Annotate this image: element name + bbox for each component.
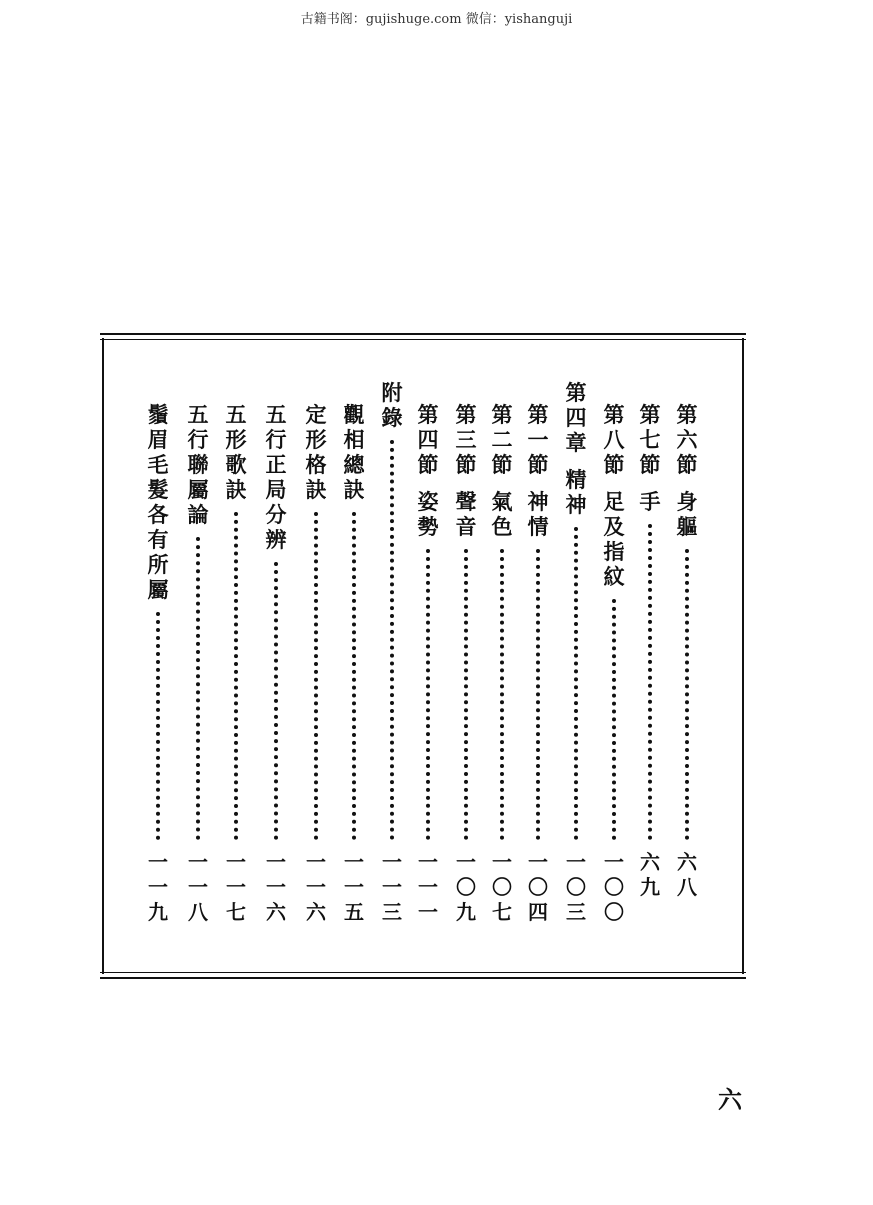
toc-entry-title: 第 七 節 手 xyxy=(639,402,661,514)
toc-entry xyxy=(378,380,406,924)
toc-entry xyxy=(488,402,516,932)
toc-entry-page: 一 〇 四 xyxy=(528,850,548,924)
toc-entry-page: 一 一 九 xyxy=(148,850,168,924)
toc-entry-page: 一 一 六 xyxy=(266,850,286,924)
frame-bottom-outer-line xyxy=(100,977,746,979)
toc-entry xyxy=(600,402,628,932)
toc-entry-page: 一 〇 七 xyxy=(492,850,512,924)
toc-entry-page: 一 一 一 xyxy=(418,850,438,924)
toc-entry-title: 附 錄 xyxy=(381,380,403,430)
toc-entry-page: 六 九 xyxy=(640,850,660,899)
toc-entry-title: 第 四 節 姿 勢 xyxy=(417,402,439,539)
toc-entry-page: 一 一 六 xyxy=(306,850,326,924)
toc-entry xyxy=(340,402,368,932)
toc-entry xyxy=(144,402,172,932)
leader-dots xyxy=(574,527,582,840)
toc-entry-title: 第 六 節 身 軀 xyxy=(676,402,698,539)
toc-entry-title: 定 形 格 訣 xyxy=(305,402,327,502)
frame-left-line xyxy=(102,338,104,974)
toc-entry-title: 第 二 節 氣 色 xyxy=(491,402,513,539)
leader-dots xyxy=(274,562,282,840)
toc-entry-title: 第 四 章 精 神 xyxy=(565,380,587,517)
toc-entry xyxy=(636,402,664,932)
leader-dots xyxy=(314,512,322,840)
leader-dots xyxy=(156,612,164,840)
toc-entry xyxy=(262,402,290,932)
leader-dots xyxy=(390,440,398,840)
toc-entry xyxy=(222,402,250,932)
toc-entry xyxy=(452,402,480,932)
leader-dots xyxy=(612,599,620,840)
frame-top-outer-line xyxy=(100,333,746,335)
toc-entry-page: 一 一 五 xyxy=(344,850,364,924)
leader-dots xyxy=(648,524,656,840)
frame-right-line xyxy=(742,338,744,974)
leader-dots xyxy=(196,537,204,840)
toc-entry xyxy=(414,402,442,932)
toc-entry xyxy=(524,402,552,932)
toc-entry-page: 一 〇 三 xyxy=(566,850,586,924)
toc-entry-title: 觀 相 總 訣 xyxy=(343,402,365,502)
toc-entry-title: 第 三 節 聲 音 xyxy=(455,402,477,539)
toc-entry xyxy=(184,402,212,932)
page-number: 六 xyxy=(718,1085,742,1114)
toc-entry-page: 一 一 三 xyxy=(382,850,402,924)
leader-dots xyxy=(234,512,242,840)
toc-entry xyxy=(673,402,701,932)
toc-entry-page: 一 〇 〇 xyxy=(604,850,624,924)
toc-entry-title: 五 形 歌 訣 xyxy=(225,402,247,502)
watermark: 古籍书阁：gujishuge.com 微信：yishanguji xyxy=(300,12,573,27)
toc-entry-page: 一 〇 九 xyxy=(456,850,476,924)
leader-dots xyxy=(464,549,472,840)
toc-entry xyxy=(562,380,590,924)
leader-dots xyxy=(685,549,693,840)
toc-entry-title: 五 行 聯 屬 論 xyxy=(187,402,209,527)
leader-dots xyxy=(352,512,360,840)
leader-dots xyxy=(500,549,508,840)
toc-entry-title: 五 行 正 局 分 辨 xyxy=(265,402,287,552)
leader-dots xyxy=(426,549,434,840)
toc-entry-page: 一 一 七 xyxy=(226,850,246,924)
leader-dots xyxy=(536,549,544,840)
toc-entry xyxy=(302,402,330,932)
frame-bottom-inner-line xyxy=(100,972,746,973)
toc-entry-title: 第 八 節 足 及 指 紋 xyxy=(603,402,625,589)
toc-entry-page: 六 八 xyxy=(677,850,697,899)
toc-entry-title: 鬚 眉 毛 髮 各 有 所 屬 xyxy=(147,402,169,602)
toc-entry-title: 第 一 節 神 情 xyxy=(527,402,549,539)
toc-entry-page: 一 一 八 xyxy=(188,850,208,924)
frame-top-inner-line xyxy=(100,339,746,340)
